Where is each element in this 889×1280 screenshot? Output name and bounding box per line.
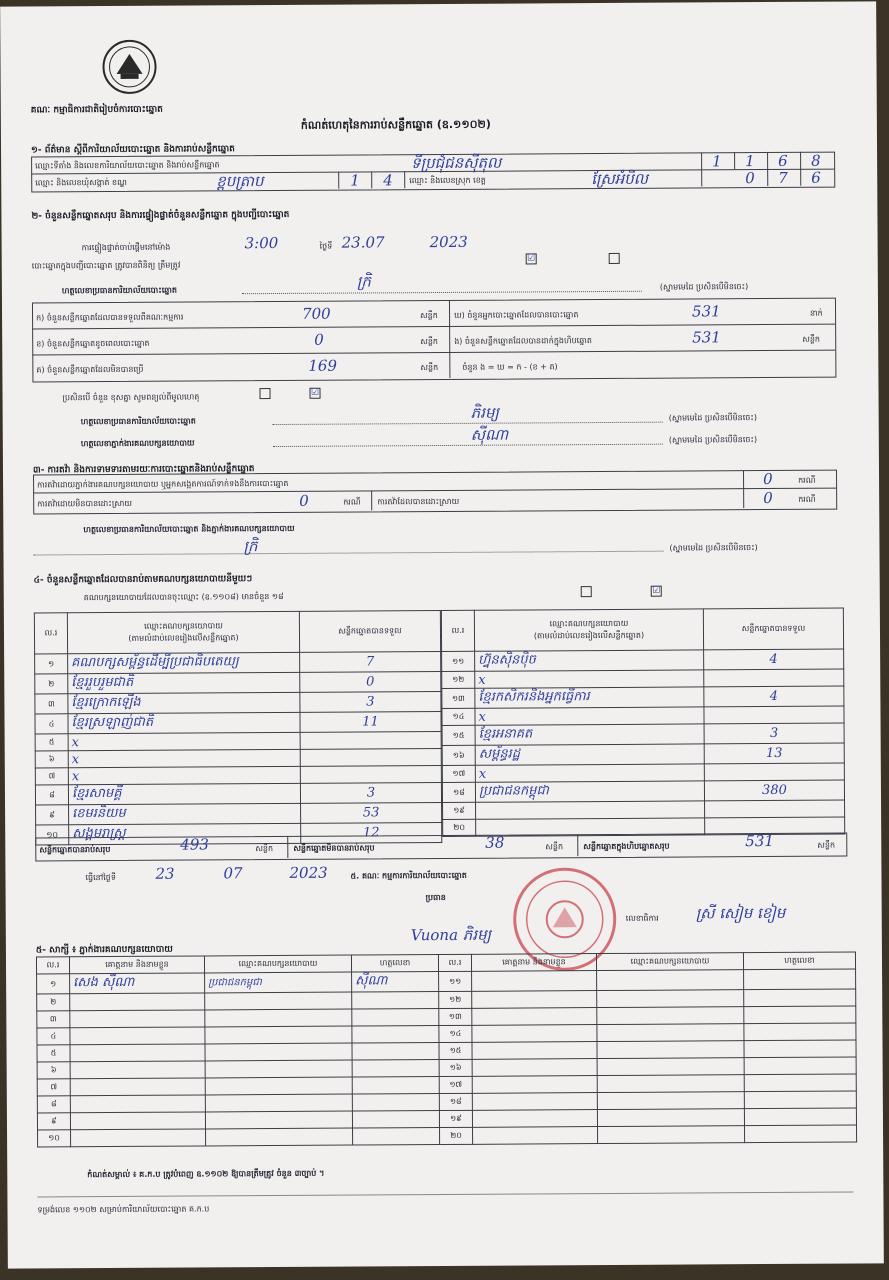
party-votes: 4 [704,649,844,670]
date-label: ថ្ងៃទី [319,241,333,251]
empty-cell [744,989,856,1007]
sig-note-4: (ស្នាមមេដៃ ប្រសិនបើមិនចេះ) [669,543,758,553]
empty-cell [744,1091,856,1109]
section4-intro: គណបក្សនយោបាយដែលបានចុះឈ្មោះ (ឧ.១១០៨) មានចំនួន ១៨ [83,591,284,603]
empty-cell [472,1042,597,1060]
empty-cell [205,1111,352,1129]
empty-cell [472,1008,597,1026]
table-row [38,1125,857,1147]
row-number: ១៩ [443,802,476,819]
issued-month: 07 [223,864,243,883]
empty-cell [205,1009,352,1027]
empty-cell [70,1010,205,1028]
empty-cell [597,1041,744,1059]
commune-code-1: 1 [350,171,360,190]
empty-cell [597,1007,744,1025]
rule-line [287,836,288,858]
total-box: 531 [745,831,774,851]
empty-cell [352,992,439,1010]
party-name: ខ្មែរអនាគត [475,724,704,745]
empty-cell [472,1093,597,1111]
complaint-row1-unit: ករណី [798,475,816,485]
complaint-row2a-unit: ករណី [343,497,361,507]
rule-line [242,291,642,294]
complaint-row2b-value: 0 [763,488,773,508]
party-votes: 7 [300,652,441,673]
complaint-row2a: ការតវ៉ាដោយមិនបានដោះស្រាយ [37,498,132,509]
witness-name: សេង ស៊ីណា [70,973,205,994]
org-name: គណៈ កម្មាធិការជាតិរៀបចំការបោះឆ្នោត [30,104,163,116]
sig-note-1: (ស្នាមមេដៃ ប្រសិនបើមិនចេះ) [659,282,749,292]
row-number: ២០ [440,1127,473,1144]
col-party-sub: (តាមលំដាប់លេខរៀងលើសន្លឹកឆ្នោត) [128,633,239,643]
row-number: ១៤ [442,708,475,725]
col-party [67,611,299,653]
w-col-sig-right: ហត្ថលេខា [743,952,855,970]
w-col-name: គោត្តនាម និងនាមខ្លួន [69,956,204,974]
sig-note-2: (ស្នាមមេដៃ ប្រសិនបើមិនចេះ) [668,413,758,423]
empty-cell [597,1075,744,1093]
start-date: 23.07 [341,233,385,252]
total-valid: 493 [180,835,209,854]
row-number: ១៣ [442,688,475,708]
total-box-label: សន្លឹកឆ្នោតក្នុងហិបឆ្នោតសរុប [583,841,670,852]
form-sheet [0,1,884,1268]
nec-emblem-icon [100,38,158,96]
table-row [442,686,844,708]
table-row [35,783,441,805]
row-b-label: ខ) ចំនួនសន្លឹកឆ្នោតខូចពេលបោះឆ្នោត [36,338,150,349]
party-votes: 53 [301,803,442,824]
party-name: ហ្វ៊ុនស៊ិនប៉ិច [475,650,704,671]
empty-cell [352,1094,439,1112]
party-name: ខ្មែរសាមគ្គី [68,783,300,804]
party-name: ខ្មែរកសិករនិងអ្នកធ្វើការ [475,687,704,708]
complaint-row2a-value: 0 [299,491,309,510]
section1-title: ១- ព័ត៌មាន ស្ដីពីការិយាល័យបោះឆ្នោត និងការរាប់សន្លឹកឆ្នោត [31,144,235,156]
empty-cell [744,1023,856,1041]
table-row [442,743,844,765]
row-c-value: 169 [308,356,338,375]
party-name: គណបក្សសម្ព័ន្ធដើម្បីប្រជាធិបតេយ្យ [68,652,300,673]
row-number: ១៦ [439,1059,472,1076]
w-col-name-right: គោត្តនាម និងនាមខ្លួន [471,954,596,972]
party-name: សង្គមរាស្ត្រ [69,823,301,844]
party-name: x [475,707,704,725]
witness-table [36,951,857,1147]
w-col-party-right: ឈ្មោះគណបក្សនយោបាយ [596,953,743,971]
row-d-value: 531 [691,302,721,321]
table-row [35,652,441,674]
empty-cell [744,1040,856,1058]
empty-cell [70,1027,205,1045]
party-name: សម្ព័ន្ធរដ្ឋ [475,744,704,765]
signer-label-1: ហត្ថលេខាប្រធានការិយាល័យបោះឆ្នោត [61,285,177,296]
row-formula: ចំនួន ង = ឃ = ក - (ខ + គ) [462,362,558,372]
empty-cell [472,991,597,1009]
row-e-label: ង) ចំនួនសន្លឹកឆ្នោតដែលបានដាក់ក្នុងហិបឆ្នោត [454,336,592,346]
row-number: ៣ [37,1011,70,1028]
party-votes [300,732,441,750]
signature-3: ស៊ីណា [470,425,509,444]
empty-cell [205,992,352,1010]
rule-line [273,422,663,425]
party-count-checkbox-b[interactable]: ☑ [652,585,661,596]
row-number: ១២ [439,991,472,1008]
empty-cell [597,1109,744,1127]
empty-cell [472,1025,597,1043]
empty-cell [597,1024,744,1042]
party-votes: 12 [301,823,442,844]
row-number: ១៤ [439,1025,472,1042]
party-votes: 380 [704,780,844,801]
rule-line [338,172,339,189]
empty-cell [597,1058,744,1076]
place-code-4: 8 [811,151,821,170]
row-number: ១៧ [442,765,475,782]
place-code-3: 6 [778,151,788,170]
party-votes: 0 [300,672,441,693]
empty-cell [353,1128,440,1146]
party-votes-right [441,608,845,837]
empty-cell [70,1061,205,1079]
table-row [35,692,441,714]
total-invalid-label: សន្លឹកឆ្នោតមិនបានរាប់សរុប [293,843,375,853]
district-code-2: 7 [778,168,788,187]
empty-cell [352,1111,439,1129]
rule-line [701,152,702,186]
discrepancy-checkbox-b[interactable]: ☑ [310,387,320,398]
row-number: ១ [35,654,68,674]
party-votes: 11 [300,712,441,733]
empty-cell [745,1125,857,1143]
section3-sign-line: ហត្ថលេខាប្រធានការិយាល័យបោះឆ្នោត និងភ្នាក់ងារគណបក្សនយោបាយ [83,523,295,535]
empty-cell [472,971,597,992]
row-number: ១០ [36,825,69,845]
table-row [35,712,441,734]
rule-line [371,490,372,510]
empty-cell [597,970,744,991]
form-number: ទម្រង់លេខ ១១០២ សម្រាប់ការិយាល័យបោះឆ្នោត គ.ក.ប [37,1204,210,1215]
section4-title: ៤- ចំនួនសន្លឹកឆ្នោតដែលបានរាប់តាមគណបក្សនយោបាយនីមួយៗ [33,574,253,586]
bullet-sign-1: ហត្ថលេខាប្រធានការិយាល័យបោះឆ្នោត [80,416,196,427]
col-no-right: ល.រ [441,610,474,651]
section5-title: ៥- សាក្សី ៖ ភ្នាក់ងារគណបក្សនយោបាយ [35,944,173,956]
row-number: ១៨ [439,1093,472,1110]
rule-line [734,152,735,169]
col-party-sub-right: (តាមលំដាប់លេខរៀងលើសន្លឹកឆ្នោត) [533,630,645,641]
rule-line [37,1191,853,1197]
place-code-2: 1 [745,152,755,171]
party-votes [704,669,844,687]
party-votes: 3 [300,692,441,713]
party-votes [300,766,441,784]
row-a-value: 700 [301,304,331,323]
empty-cell [70,993,205,1011]
empty-cell [597,990,744,1008]
total-valid-label: សន្លឹកឆ្នោតបានរាប់សរុប [39,845,111,855]
rule-line [800,152,801,186]
row-b-unit: សន្លឹក [420,337,439,347]
col-no: ល.រ [34,613,67,654]
row-number: ៧ [37,1079,70,1096]
rule-line [577,834,578,856]
rule-line [404,171,405,188]
party-votes-left [34,610,442,845]
w-col-no: ល.រ [36,957,69,974]
totals-row [35,833,847,862]
place-label: ឈ្មោះទីតាំង និងលេខការិយាល័យបោះឆ្នោត និងរាប់សន្លឹកឆ្នោត [35,160,220,171]
discrepancy-note: ប្រសិនបើ ចំនួន ខុសគ្នា សូមពន្យល់ពីមូលហេតុ [62,392,200,403]
total-invalid-unit: សន្លឹក [545,842,564,852]
complaint-row2b-unit: ករណី [798,494,816,504]
party-name: x [68,732,300,750]
row-number: ៣ [35,694,68,714]
empty-cell [205,1077,352,1095]
row-number: ៦ [37,1062,70,1079]
commune-name: ខ្ពបត្រាប [216,172,264,191]
row-number: ១៦ [442,745,475,765]
row-number: ១៨ [442,782,475,802]
party-name: ខ្មែរក្រោកឡើង [68,692,300,713]
party-votes [300,749,441,767]
row-number: ៤ [35,714,68,734]
col-party-label-right: ឈ្មោះគណបក្សនយោបាយ [549,618,629,629]
rule-line [273,444,663,447]
empty-cell [70,1078,205,1096]
party-votes: 13 [704,743,844,764]
col-party-right [474,609,703,651]
row-number: ១០ [38,1130,71,1147]
verified-yes-checkbox[interactable]: ☑ [527,253,536,264]
party-name: x [68,766,300,784]
rule-line [371,171,372,188]
row-d-unit: នាក់ [810,308,823,318]
party-name: x [68,749,300,767]
row-d-label: ឃ) ចំនួនអ្នកបោះឆ្នោតដែលបានបោះឆ្នោត [454,310,579,320]
empty-cell [70,1112,205,1130]
w-col-no-right: ល.រ [438,954,471,971]
empty-cell [744,969,856,990]
signature-4: ក្រិ [243,537,258,556]
row-number: ១៧ [439,1076,472,1093]
empty-cell [71,1129,206,1147]
witness-sig: ស៊ីណា [352,972,439,993]
commune-code-2: 4 [383,171,393,190]
commune-label: ឈ្មោះ និងលេខឃុំសង្កាត់ ខណ្ឌ [35,177,127,188]
row-number: ៩ [37,1113,70,1130]
empty-cell [473,1127,598,1145]
party-votes [704,763,844,781]
party-name: ប្រជាជនកម្ពុជា [475,781,704,802]
signature-2: ភិរម្យ [470,403,499,422]
complaint-row1-value: 0 [762,469,773,489]
row-number: ១២ [442,671,475,688]
row-e-unit: សន្លឹក [802,334,821,344]
row-c-label: គ) ចំនួនសន្លឹកឆ្នោតដែលមិនបានប្រើ [36,364,144,375]
row-number: ២០ [443,819,476,836]
row-number: ២ [37,994,70,1011]
row-number: ១៩ [439,1110,472,1127]
start-year: 2023 [429,232,468,252]
row-number: ១១ [442,651,475,671]
party-votes [705,800,845,818]
row-number: ៦ [35,751,68,768]
empty-cell [70,1044,205,1062]
empty-cell [205,1026,352,1044]
row-number: ៨ [37,1096,70,1113]
bullet-sign-2: ហត្ថលេខាភ្នាក់ងារគណបក្សនយោបាយ [80,438,195,449]
signature-1: ក្រិ [356,272,371,291]
party-name [476,801,705,819]
table-row [442,780,844,802]
party-name: x [475,764,704,782]
complaint-row2b: ការតវ៉ាដែលបានដោះស្រាយ [377,496,460,507]
row-c-unit: សន្លឹក [420,363,439,373]
empty-cell [472,1059,597,1077]
col-party-label: ឈ្មោះគណបក្សនយោបាយ [144,621,223,631]
empty-cell [597,1092,744,1110]
empty-cell [744,1057,856,1075]
footer-note: កំណត់សម្គាល់ ៖ គ.ក.ប ត្រូវបំពេញ ឧ.១១០២ ឱ្យបានត្រឹមត្រូវ ចំនួន ៣ច្បាប់ ។ [87,1168,325,1180]
party-votes: 4 [704,686,844,707]
row-number: ៥ [37,1045,70,1062]
empty-cell [352,1026,439,1044]
place-code-1: 1 [712,152,722,171]
row-number: ១ [37,974,70,994]
empty-cell [352,1043,439,1061]
empty-cell [472,1076,597,1094]
empty-cell [744,1006,856,1024]
discrepancy-checkbox-a[interactable] [259,388,270,399]
party-votes [704,706,844,724]
empty-cell [205,1094,352,1112]
col-votes: សន្លឹកឆ្នោតបានទទួល [299,611,440,653]
row-number: ១៥ [439,1042,472,1059]
empty-cell [598,1126,745,1144]
empty-cell [352,1009,439,1027]
row-number: ១៣ [439,1008,472,1025]
secretary-label: លេខាធិការ [625,913,659,923]
row-b-value: 0 [314,330,324,349]
empty-cell [70,1095,205,1113]
district-label: ឈ្មោះ និងលេខស្រុក ខេត្ត [409,175,486,186]
sig-note-3: (ស្នាមមេដៃ ប្រសិនបើមិនចេះ) [668,435,758,445]
secretary-signature: ស្រី សៀម ខៀម [695,903,786,923]
party-name: ខ្មែរស្រឡាញ់ជាតិ [68,712,300,733]
empty-cell [205,1060,352,1078]
row-number: ២ [35,674,68,694]
time-line-label: ការផ្ទៀងផ្ទាត់ចាប់ផ្ដើមនៅម៉ោង [81,242,171,253]
total-valid-unit: សន្លឹក [255,844,274,854]
district-code-3: 6 [811,168,821,187]
issued-date-label: ធ្វើនៅថ្ងៃទី [85,872,116,883]
table-row [35,672,441,694]
party-name: ខេមរនិយម [69,803,301,824]
witness-party: ប្រជាជនកម្ពុជា [205,972,352,993]
issued-year: 2023 [289,863,328,882]
row-number: ១១ [439,971,472,991]
place-name: ទីប្រជុំជនស៊ីតុល [411,153,502,173]
row-number: ៧ [35,768,68,785]
section3-title: ៣- ការតវ៉ា និងការទាមទារតាមរយៈការបោះឆ្នោតនិងរាប់សន្លឹកឆ្នោត [32,464,255,476]
table-row [442,723,844,745]
empty-cell [206,1128,353,1146]
rule-line [34,551,664,556]
w-col-sig: ហត្ថលេខា [351,955,438,973]
committee-label: ៥. គណៈ កម្មការការិយាល័យបោះឆ្នោត [350,870,467,881]
empty-cell [352,1060,439,1078]
verify-line: បោះឆ្នោតក្នុងបញ្ជីបោះឆ្នោត ត្រូវបានពិនិត្យ ត្រឹមត្រូវ [31,260,181,271]
row-e-value: 531 [692,328,721,347]
chair-signature: Vuona ភិរម្យ [410,925,492,945]
party-name: x [475,670,704,688]
total-invalid: 38 [485,833,505,852]
row-number: ៤ [37,1028,70,1045]
row-number: ៨ [35,785,68,805]
chair-label: ប្រធាន [425,892,446,903]
w-col-party: ឈ្មោះគណបក្សនយោបាយ [204,955,351,973]
start-time: 3:00 [244,233,279,253]
form-title: កំណត់ហេតុនៃការរាប់សន្លឹកឆ្នោត (ឧ.១១០២) [300,117,491,132]
party-votes: 3 [300,783,441,804]
verified-no-checkbox[interactable] [609,253,620,264]
issued-day: 23 [155,864,175,883]
row-a-label: ក) ចំនួនសន្លឹកឆ្នោតដែលបានទទួលពីគណៈកម្មការ [36,312,184,323]
empty-cell [744,1108,856,1126]
empty-cell [205,1043,352,1061]
row-a-unit: សន្លឹក [420,311,438,321]
empty-cell [744,1074,856,1092]
empty-cell [472,1110,597,1128]
empty-cell [352,1077,439,1095]
section2-title: ២- ចំនួនសន្លឹកឆ្នោតសរុប និងការផ្ទៀងផ្ទាត់ចំនួនសន្លឹកឆ្នោត ក្នុងបញ្ជីបោះឆ្នោត [31,209,290,222]
party-name: ខ្មែររួបរួមជាតិ [68,672,300,693]
rule-line [767,152,768,186]
party-votes: 3 [704,723,844,744]
rule-line [743,470,744,508]
party-count-checkbox-a[interactable] [581,586,592,597]
col-votes-right: សន្លឹកឆ្នោតបានទទួល [703,608,843,650]
row-number: ៥ [35,734,68,751]
row-number: ១៥ [442,725,475,745]
total-box-unit: សន្លឹក [817,840,836,850]
district-name: ស្រែអំបិល [591,169,649,189]
row-number: ៩ [36,805,69,825]
table-row [442,649,844,671]
table-row [36,803,442,825]
complaint-row1: ការតវ៉ាដោយភ្នាក់ងារគណបក្សនយោបាយ ឬអ្នកសង្កេតការណ៍ទាក់ទងនឹងការបោះឆ្នោត [37,478,289,490]
district-code-1: 0 [745,169,755,188]
